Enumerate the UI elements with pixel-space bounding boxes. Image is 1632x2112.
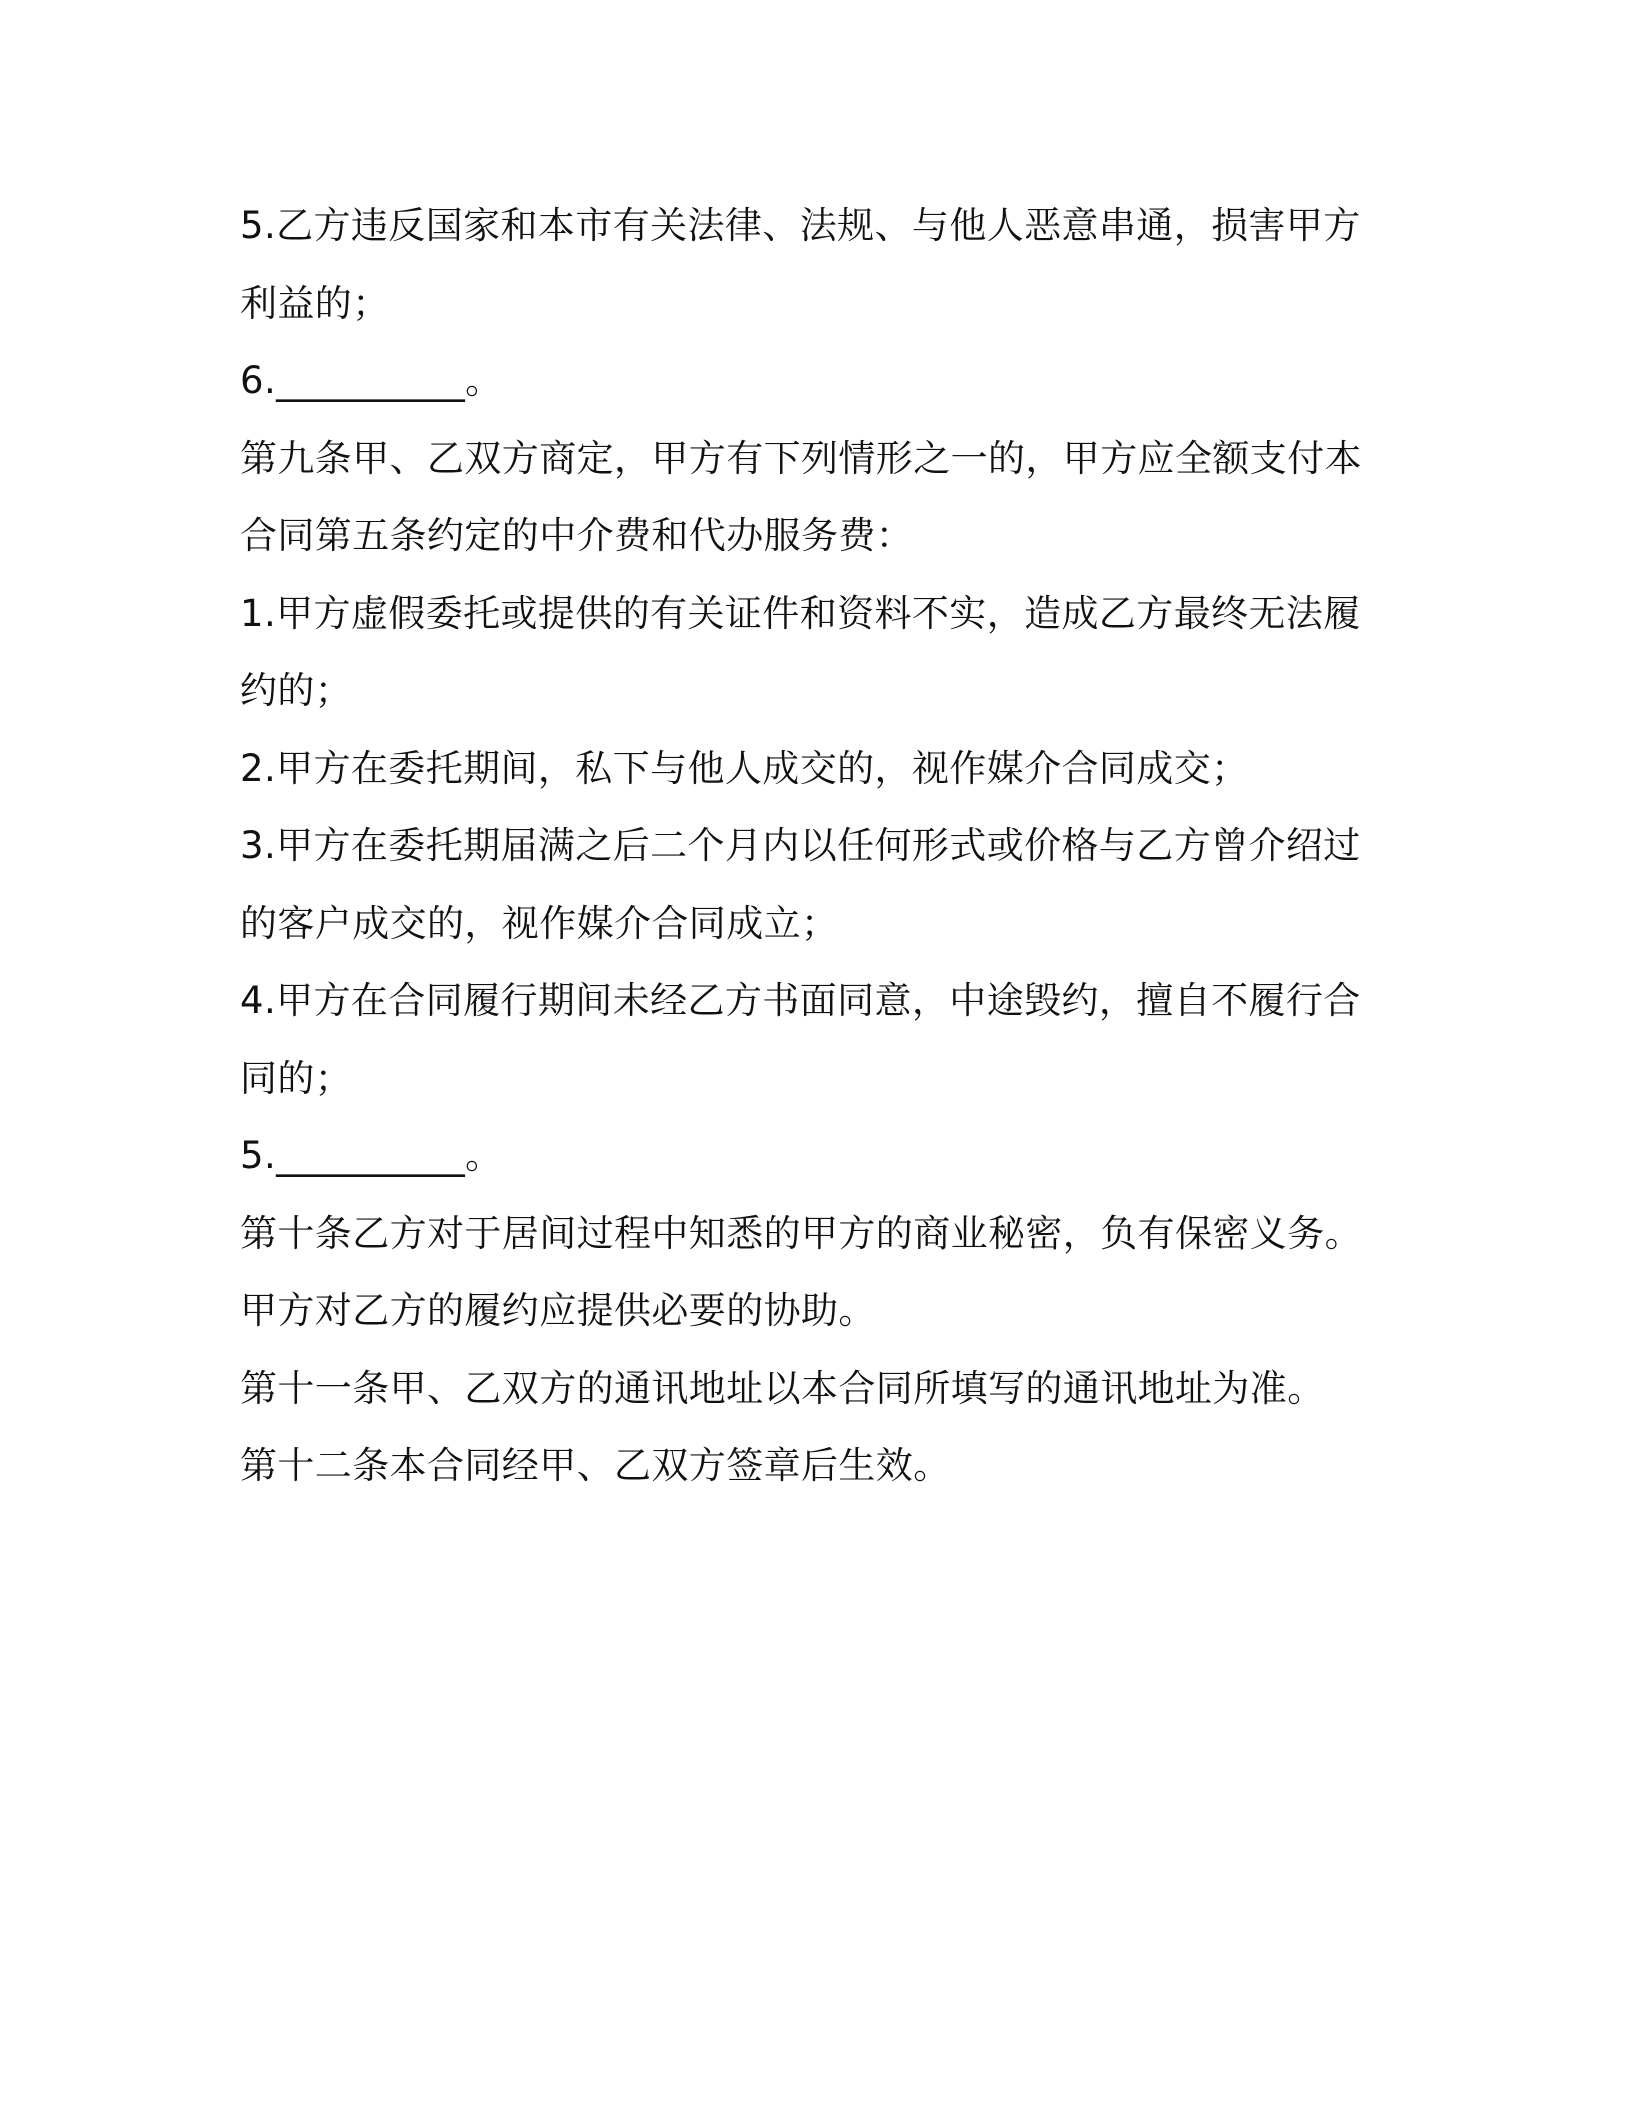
clause-9-item-1-line-2: 约的； xyxy=(240,669,353,712)
clause-8-item-6: 6.__________。 xyxy=(240,359,503,402)
clause-9-item-3-line-2: 的客户成交的，视作媒介合同成立； xyxy=(240,901,839,945)
clause-9-line-1: 第九条甲、乙双方商定，甲方有下列情形之一的，甲方应全额支付本 xyxy=(240,436,1362,480)
document-body xyxy=(240,187,1440,1505)
clause-11: 第十一条甲、乙双方的通讯地址以本合同所填写的通讯地址为准。 xyxy=(240,1366,1325,1410)
clause-9-item-4-line-2: 同的； xyxy=(240,1056,353,1100)
clause-10-line-2: 甲方对乙方的履约应提供必要的协助。 xyxy=(240,1289,876,1332)
clause-9-item-1-line-1: 1.甲方虚假委托或提供的有关证件和资料不实，造成乙方最终无法履 xyxy=(240,591,1361,635)
clause-8-item-5-line-2: 利益的； xyxy=(240,281,390,325)
clause-9-item-5: 5.__________。 xyxy=(240,1134,503,1177)
clause-9-item-2: 2.甲方在委托期间，私下与他人成交的，视作媒介合同成交； xyxy=(240,746,1249,790)
clause-8-item-5-line-1: 5.乙方违反国家和本市有关法律、法规、与他人恶意串通，损害甲方 xyxy=(240,204,1361,247)
clause-9-item-3-line-1: 3.甲方在委托期届满之后二个月内以任何形式或价格与乙方曾介绍过 xyxy=(240,824,1361,867)
clause-10-line-1: 第十条乙方对于居间过程中知悉的甲方的商业秘密，负有保密义务。 xyxy=(240,1211,1362,1255)
clause-12: 第十二条本合同经甲、乙双方签章后生效。 xyxy=(240,1444,951,1487)
clause-9-line-2: 合同第五条约定的中介费和代办服务费： xyxy=(240,514,914,557)
clause-9-item-4-line-1: 4.甲方在合同履行期间未经乙方书面同意，中途毁约，擅自不履行合 xyxy=(240,979,1361,1022)
